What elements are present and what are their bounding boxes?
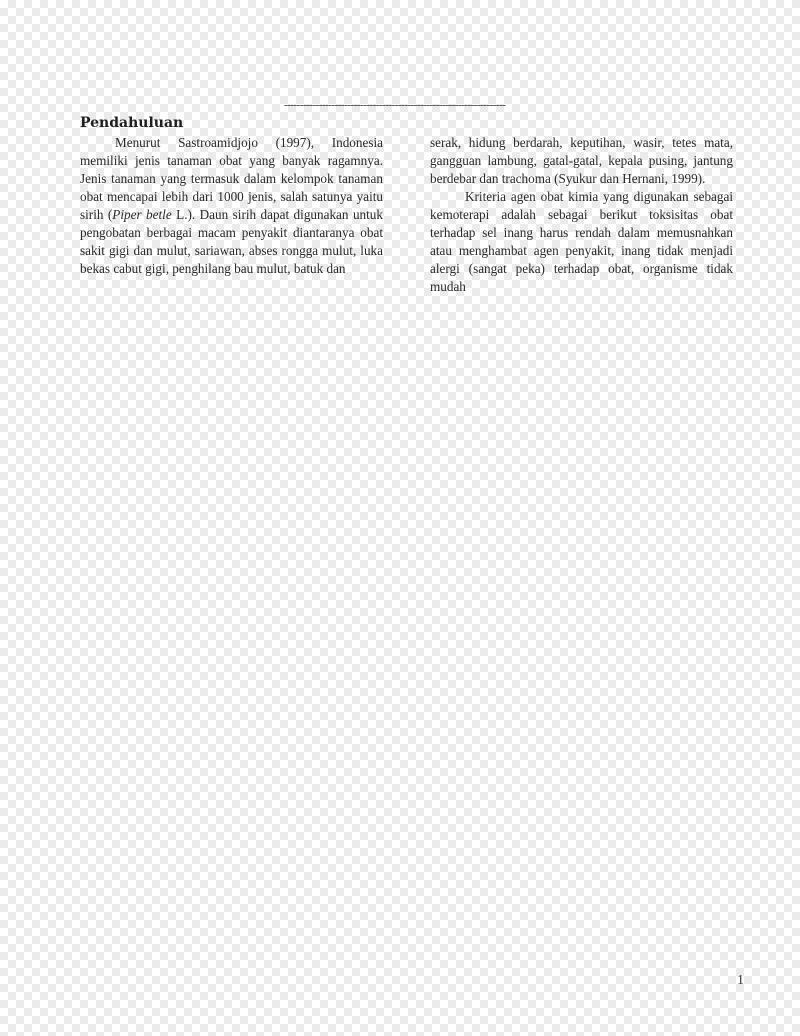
right-column: [430, 134, 733, 296]
header-separator-line: ----------------------------------------------------------------------: [284, 99, 506, 111]
page-number: 1: [737, 973, 744, 988]
species-name-italic: Piper betle: [112, 207, 172, 222]
intro-text-end: L.). Daun sirih dapat digunakan untuk pengobatan berbagai macam penyakit diantaranya obat sakit gigi dan mulut, sariawan, abses rongga mulut, luka bekas cabut gigi, penghilang bau mulut, batuk dan: [80, 207, 383, 276]
left-column: [80, 134, 383, 278]
section-heading: Pendahuluan: [80, 115, 184, 131]
intro-paragraph-continued: serak, hidung berdarah, keputihan, wasir, tetes mata, gangguan lambung, gatal-gatal, kepala pusing, jantung berdebar dan trachoma (Syukur dan Hernani, 1999).: [430, 135, 733, 186]
intro-paragraph: [80, 134, 383, 278]
intro-text-start: Menurut Sastroamidjojo (1997), Indonesia memiliki jenis tanaman obat yang banyak ragamnya. Jenis tanaman yang termasuk dalam kelompok tanaman obat mencapai lebih dari 1000 jenis, salah satunya yaitu sirih (: [80, 135, 383, 222]
criteria-paragraph: Kriteria agen obat kimia yang digunakan sebagai kemoterapi adalah sebagai berikut toksisitas obat terhadap sel inang harus rendah dalam memusnahkan atau menghambat agen penyakit, inang tidak menjadi alergi (sangat peka) terhadap obat, organisme tidak mudah: [430, 189, 733, 294]
